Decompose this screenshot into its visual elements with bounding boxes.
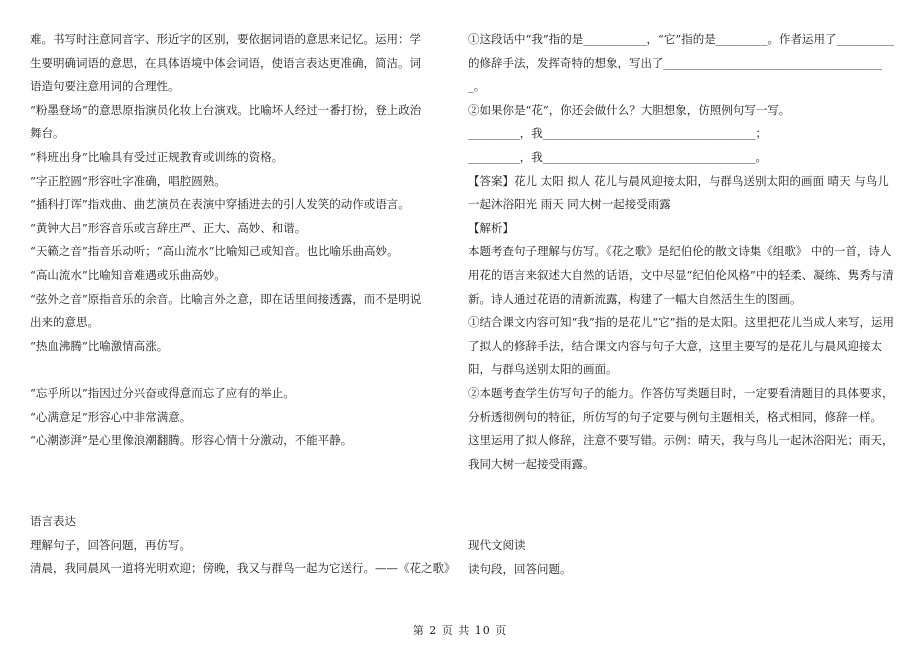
analysis-paragraph: 这里运用了拟人修辞，注意不要写错。示例：晴天，我与鸟儿一起沐浴阳光；雨天，我同大树一起接受雨露。 <box>468 433 894 471</box>
bottom-left-section <box>30 510 456 581</box>
page-footer: 第 2 页 共 10 页 <box>412 624 508 637</box>
section-quote: 清晨，我同晨风一道将光明欢迎；傍晚，我又与群鸟一起为它送行。——《花之歌》 <box>30 561 456 576</box>
bottom-right-section <box>468 534 888 581</box>
right-column <box>468 28 896 476</box>
left-paragraph: “黄钟大吕”形容音乐或言辞庄严、正大、高妙、和谐。 <box>30 220 307 235</box>
section-heading: 语言表达 <box>30 514 76 528</box>
section-instruction: 理解句子，回答问题，再仿写。 <box>30 537 191 552</box>
blank-line <box>30 358 430 382</box>
left-paragraph: “忘乎所以”指因过分兴奋或得意而忘了应有的举止。 <box>30 385 295 400</box>
left-paragraph: “心潮澎湃”是心里像浪潮翻腾。形容心情十分激动，不能平静。 <box>30 433 353 448</box>
section-instruction: 读句段，回答问题。 <box>468 561 572 576</box>
answer-line: _________，我_____________________________________。 <box>468 149 767 164</box>
question-1: ①这段话中“我”指的是___________，“它”指的是_________。作者运用了__________的修辞手法，发挥奇特的想象，写出了_______________________________________。 <box>468 32 895 94</box>
analysis-heading: 【解析】 <box>468 220 514 235</box>
left-paragraph: “字正腔圆”形容吐字准确，唱腔圆熟。 <box>30 173 226 188</box>
question-2: ②如果你是“花”，你还会做什么？大胆想象，仿照例句写一写。 <box>468 102 791 117</box>
section-heading: 现代文阅读 <box>468 538 526 552</box>
left-column <box>30 28 430 453</box>
left-paragraph: “天籁之音”指音乐动听；“高山流水”比喻知己或知音。也比喻乐曲高妙。 <box>30 244 399 259</box>
left-paragraph: “弦外之音”原指音乐的余音。比喻言外之意，即在话里间接透露，而不是明说出来的意思。 <box>30 291 422 330</box>
answer-block: 【答案】花儿 太阳 拟人 花儿与晨风迎接太阳，与群鸟送别太阳的画面 晴天 与鸟儿一起沐浴阳光 雨天 同大树一起接受雨露 <box>468 173 889 212</box>
left-paragraph: “插科打诨”指戏曲、曲艺演员在表演中穿插进去的引人发笑的动作或语言。 <box>30 197 410 212</box>
left-paragraph: “高山流水”比喻知音难遇或乐曲高妙。 <box>30 267 226 282</box>
answer-line: _________，我_____________________________________； <box>468 126 767 141</box>
left-paragraph: “科班出身”比喻具有受过正规教育或训练的资格。 <box>30 149 284 164</box>
analysis-paragraph: ②本题考查学生仿写句子的能力。作答仿写类题目时，一定要看清题目的具体要求，分析透彻例句的特征，所仿写的句子定要与例句主题相关，格式相同，修辞一样。 <box>468 385 894 424</box>
left-paragraph: 难。书写时注意同音字、形近字的区别，要依据词语的意思来记忆。运用：学生要明确词语的意思，在具体语境中体会词语，使语言表达更准确，简洁。词语造句要注意用词的合理性。 <box>30 32 421 94</box>
left-paragraph: “热血沸腾”比喻激情高涨。 <box>30 338 169 353</box>
analysis-paragraph: ①结合课文内容可知“我”指的是花儿“它”指的是太阳。这里把花儿当成人来写，运用了拟人的修辞手法，结合课文内容与句子大意，这里主要写的是花儿与晨风迎接太阳，与群鸟送别太阳的画面。 <box>468 315 895 377</box>
left-paragraph: “粉墨登场”的意思原指演员化妆上台演戏。比喻坏人经过一番打扮，登上政治舞台。 <box>30 102 422 141</box>
analysis-paragraph: 本题考查句子理解与仿写。《花之歌》是纪伯伦的散文诗集《组歌》 中的一首，诗人用花的语言来叙述大自然的话语，文中尽显“纪伯伦风格”中的轻柔、凝练、隽秀与清新。诗人通过花语的清新流露，构建了一幅大自然活生生的图画。 <box>468 244 894 306</box>
left-paragraph: “心满意足”形容心中非常满意。 <box>30 409 192 424</box>
